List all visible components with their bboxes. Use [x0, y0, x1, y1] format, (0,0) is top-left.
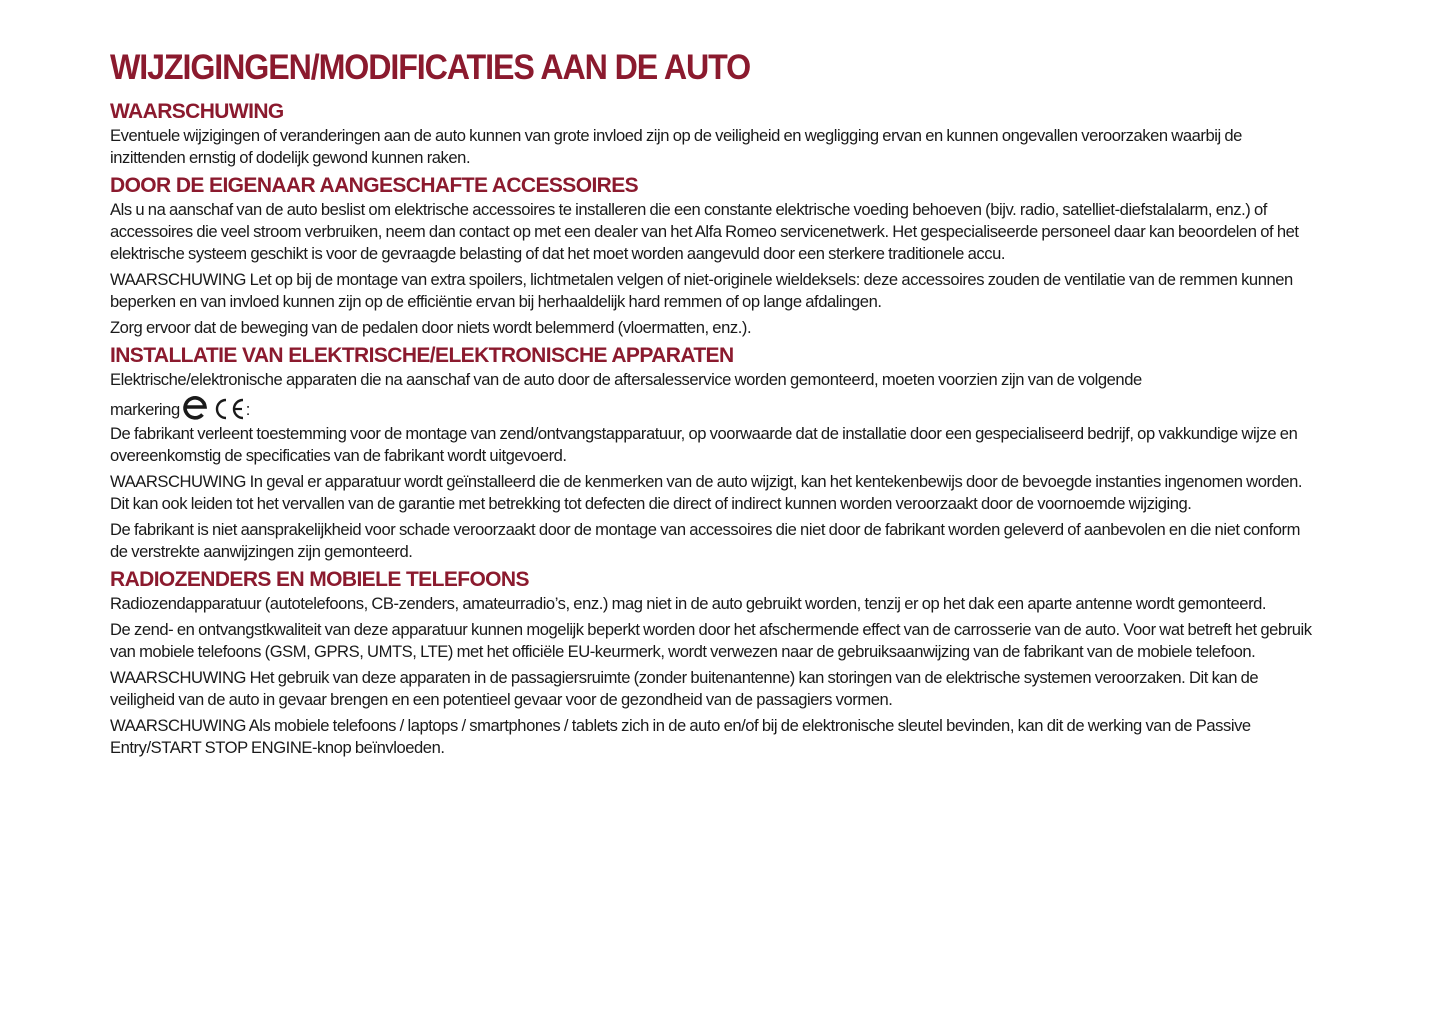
marking-label: markering	[110, 400, 180, 419]
document-page	[110, 46, 1315, 763]
paragraph: Elektrische/elektronische apparaten die na aanschaf van de auto door de aftersalesservice worden gemonteerd, moeten voorzien zijn van de volgende	[110, 370, 1142, 389]
marking-line	[110, 391, 1315, 421]
marking-colon: :	[245, 400, 251, 419]
paragraph: Als u na aanschaf van de auto beslist om elektrische accessoires te installeren die een constante elektrische voeding behoeven (bijv. radio, satelliet-diefstalalarm, enz.) of accessoires die veel stroom verbruiken, neem dan contact op met een dealer van het Alfa Romeo servicenetwerk. Het gespecialiseerde personeel daar kan beoordelen of het elektrische systeem geschikt is voor de gevraagde belasting of dat het moet worden aangevuld door een sterkere traditionele accu.	[110, 200, 1299, 263]
paragraph: WAARSCHUWING Als mobiele telefoons / laptops / smartphones / tablets zich in de auto en/of bij de elektronische sleutel bevinden, kan dit de werking van de Passive Entry/START STOP ENGINE-knop beïnvloeden.	[110, 716, 1251, 757]
paragraph: Eventuele wijzigingen of veranderingen aan de auto kunnen van grote invloed zijn op de veiligheid en wegligging ervan en kunnen ongevallen veroorzaken waarbij de inzittenden ernstig of dodelijk gewond kunnen raken.	[110, 126, 1242, 167]
paragraph: De fabrikant is niet aansprakelijkheid voor schade veroorzaakt door de montage van accessoires die niet door de fabrikant worden geleverd of aanbevolen en die niet conform de verstrekte aanwijzingen zijn gemonteerd.	[110, 520, 1300, 561]
page-title: WIJZIGINGEN/MODIFICATIES AAN DE AUTO	[110, 48, 751, 87]
paragraph: Radiozendapparatuur (autotelefoons, CB-zenders, amateurradio’s, enz.) mag niet in de auto gebruikt worden, tenzij er op het dak een aparte antenne wordt gemonteerd.	[110, 594, 1267, 613]
section-heading-installation: INSTALLATIE VAN ELEKTRISCHE/ELEKTRONISCHE APPARATEN	[110, 344, 734, 367]
section-heading-accessories: DOOR DE EIGENAAR AANGESCHAFTE ACCESSOIRES	[110, 174, 639, 197]
paragraph: Zorg ervoor dat de beweging van de pedalen door niets wordt belemmerd (vloermatten, enz.).	[110, 318, 752, 337]
section-heading-radio: RADIOZENDERS EN MOBIELE TELEFOONS	[110, 568, 529, 591]
section-heading-warning: WAARSCHUWING	[110, 100, 284, 123]
e-mark-icon	[182, 393, 210, 421]
paragraph: De zend- en ontvangstkwaliteit van deze apparatuur kunnen mogelijk beperkt worden door het afschermende effect van de carrosserie van de auto. Voor wat betreft het gebruik van mobiele telefoons (GSM, GPRS, UMTS, LTE) met het officiële EU-keurmerk, wordt verwezen naar de gebruiksaanwijzing van de fabrikant van de mobiele telefoon.	[110, 620, 1312, 661]
paragraph: WAARSCHUWING In geval er apparatuur wordt geïnstalleerd die de kenmerken van de auto wijzigt, kan het kentekenbewijs door de bevoegde instanties ingenomen worden. Dit kan ook leiden tot het vervallen van de garantie met betrekking tot defecten die direct of indirect kunnen worden veroorzaakt door de voornoemde wijziging.	[110, 472, 1303, 513]
paragraph: De fabrikant verleent toestemming voor de montage van zend/ontvangstapparatuur, op voorwaarde dat de installatie door een gespecialiseerd bedrijf, op vakkundige wijze en overeenkomstig de specificaties van de fabrikant wordt uitgevoerd.	[110, 424, 1298, 465]
paragraph: WAARSCHUWING Let op bij de montage van extra spoilers, lichtmetalen velgen of niet-originele wieldeksels: deze accessoires zouden de ventilatie van de remmen kunnen beperken en van invloed kunnen zijn op de efficiëntie ervan bij herhaaldelijk hard remmen of op lange afdalingen.	[110, 270, 1293, 311]
ce-mark-icon	[212, 397, 246, 421]
paragraph: WAARSCHUWING Het gebruik van deze apparaten in de passagiersruimte (zonder buitenantenne) kan storingen van de elektrische systemen veroorzaken. Dit kan de veiligheid van de auto in gevaar brengen en een potentieel gevaar voor de gezondheid van de passagiers vormen.	[110, 668, 1259, 709]
